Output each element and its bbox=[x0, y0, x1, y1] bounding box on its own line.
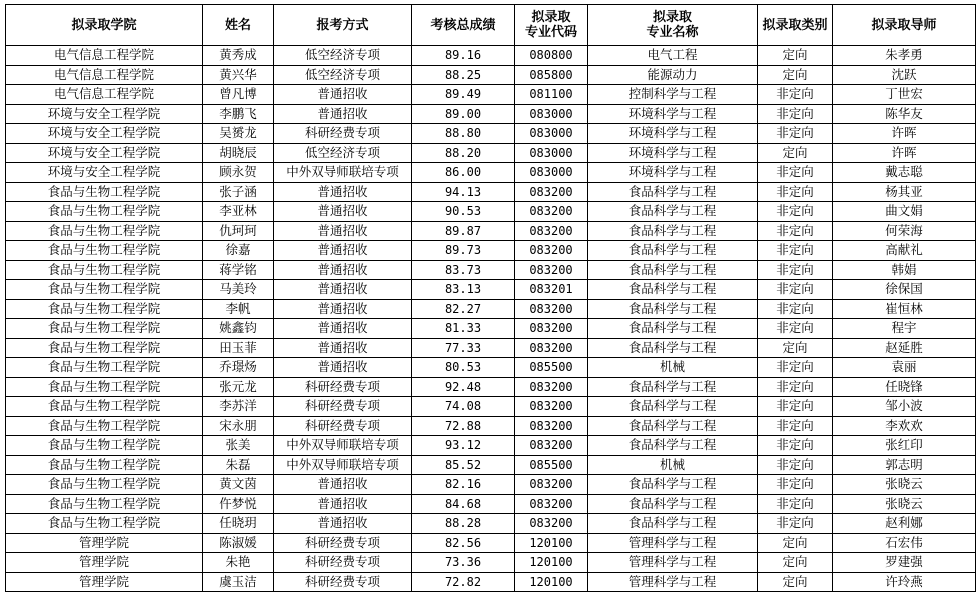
cell-college: 食品与生物工程学院 bbox=[6, 416, 203, 436]
cell-major-code: 083200 bbox=[515, 221, 588, 241]
cell-name: 虞玉洁 bbox=[203, 572, 274, 592]
table-row bbox=[6, 65, 976, 85]
cell-method: 普通招收 bbox=[274, 475, 412, 495]
cell-major-name: 环境科学与工程 bbox=[588, 124, 758, 144]
cell-major-name: 食品科学与工程 bbox=[588, 221, 758, 241]
cell-major-name: 环境科学与工程 bbox=[588, 143, 758, 163]
cell-score: 89.16 bbox=[412, 46, 515, 66]
table-row bbox=[6, 436, 976, 456]
cell-method: 中外双导师联培专项 bbox=[274, 455, 412, 475]
header-method: 报考方式 bbox=[274, 5, 412, 46]
cell-advisor: 许玲燕 bbox=[833, 572, 976, 592]
cell-advisor: 袁丽 bbox=[833, 358, 976, 378]
cell-major-name: 能源动力 bbox=[588, 65, 758, 85]
cell-advisor: 韩娟 bbox=[833, 260, 976, 280]
header-major-name-line2: 专业名称 bbox=[646, 25, 699, 40]
cell-major-name: 食品科学与工程 bbox=[588, 436, 758, 456]
cell-category: 非定向 bbox=[758, 299, 833, 319]
cell-advisor: 崔恒林 bbox=[833, 299, 976, 319]
cell-major-code: 083200 bbox=[515, 436, 588, 456]
cell-major-code: 083200 bbox=[515, 514, 588, 534]
table-row bbox=[6, 494, 976, 514]
cell-advisor: 赵延胜 bbox=[833, 338, 976, 358]
cell-category: 定向 bbox=[758, 572, 833, 592]
cell-major-code: 080800 bbox=[515, 46, 588, 66]
table-row bbox=[6, 280, 976, 300]
cell-college: 食品与生物工程学院 bbox=[6, 280, 203, 300]
cell-college: 食品与生物工程学院 bbox=[6, 436, 203, 456]
cell-name: 顾永贺 bbox=[203, 163, 274, 183]
table-row bbox=[6, 299, 976, 319]
cell-category: 非定向 bbox=[758, 475, 833, 495]
cell-method: 普通招收 bbox=[274, 338, 412, 358]
cell-method: 普通招收 bbox=[274, 221, 412, 241]
cell-advisor: 程宇 bbox=[833, 319, 976, 339]
cell-name: 胡晓辰 bbox=[203, 143, 274, 163]
cell-score: 82.27 bbox=[412, 299, 515, 319]
cell-name: 陈淑媛 bbox=[203, 533, 274, 553]
cell-name: 李鹏飞 bbox=[203, 104, 274, 124]
cell-method: 低空经济专项 bbox=[274, 143, 412, 163]
cell-advisor: 丁世宏 bbox=[833, 85, 976, 105]
cell-category: 非定向 bbox=[758, 455, 833, 475]
cell-major-code: 083200 bbox=[515, 494, 588, 514]
cell-score: 83.13 bbox=[412, 280, 515, 300]
cell-category: 非定向 bbox=[758, 221, 833, 241]
cell-score: 92.48 bbox=[412, 377, 515, 397]
cell-advisor: 何荣海 bbox=[833, 221, 976, 241]
cell-category: 非定向 bbox=[758, 104, 833, 124]
cell-major-name: 食品科学与工程 bbox=[588, 182, 758, 202]
cell-category: 非定向 bbox=[758, 280, 833, 300]
cell-major-code: 083000 bbox=[515, 143, 588, 163]
cell-advisor: 罗建强 bbox=[833, 553, 976, 573]
cell-advisor: 许晖 bbox=[833, 124, 976, 144]
cell-major-name: 食品科学与工程 bbox=[588, 260, 758, 280]
cell-major-name: 机械 bbox=[588, 358, 758, 378]
cell-name: 蒋学铭 bbox=[203, 260, 274, 280]
cell-name: 黄秀成 bbox=[203, 46, 274, 66]
cell-method: 科研经费专项 bbox=[274, 377, 412, 397]
cell-college: 管理学院 bbox=[6, 572, 203, 592]
cell-major-name: 管理科学与工程 bbox=[588, 553, 758, 573]
cell-college: 环境与安全工程学院 bbox=[6, 163, 203, 183]
cell-advisor: 任晓锋 bbox=[833, 377, 976, 397]
cell-score: 72.82 bbox=[412, 572, 515, 592]
cell-major-name: 管理科学与工程 bbox=[588, 572, 758, 592]
cell-method: 低空经济专项 bbox=[274, 46, 412, 66]
cell-category: 非定向 bbox=[758, 202, 833, 222]
cell-score: 85.52 bbox=[412, 455, 515, 475]
cell-college: 食品与生物工程学院 bbox=[6, 221, 203, 241]
cell-advisor: 朱孝勇 bbox=[833, 46, 976, 66]
table-row bbox=[6, 514, 976, 534]
cell-major-name: 机械 bbox=[588, 455, 758, 475]
cell-major-code: 083200 bbox=[515, 241, 588, 261]
cell-method: 普通招收 bbox=[274, 299, 412, 319]
cell-name: 李苏洋 bbox=[203, 397, 274, 417]
admission-table bbox=[5, 4, 976, 592]
cell-major-code: 083200 bbox=[515, 416, 588, 436]
cell-category: 非定向 bbox=[758, 514, 833, 534]
header-advisor: 拟录取导师 bbox=[833, 5, 976, 46]
cell-method: 普通招收 bbox=[274, 514, 412, 534]
cell-name: 曾凡博 bbox=[203, 85, 274, 105]
table-row bbox=[6, 124, 976, 144]
cell-category: 非定向 bbox=[758, 163, 833, 183]
cell-major-name: 食品科学与工程 bbox=[588, 319, 758, 339]
cell-name: 吴赟龙 bbox=[203, 124, 274, 144]
table-row bbox=[6, 163, 976, 183]
cell-major-name: 环境科学与工程 bbox=[588, 163, 758, 183]
cell-score: 83.73 bbox=[412, 260, 515, 280]
table-row bbox=[6, 241, 976, 261]
cell-method: 普通招收 bbox=[274, 182, 412, 202]
table-row bbox=[6, 572, 976, 592]
cell-major-code: 083201 bbox=[515, 280, 588, 300]
cell-major-code: 085500 bbox=[515, 358, 588, 378]
cell-advisor: 曲文娟 bbox=[833, 202, 976, 222]
cell-method: 科研经费专项 bbox=[274, 553, 412, 573]
table-row bbox=[6, 455, 976, 475]
table-row bbox=[6, 143, 976, 163]
cell-major-code: 083200 bbox=[515, 475, 588, 495]
cell-college: 食品与生物工程学院 bbox=[6, 397, 203, 417]
cell-name: 仇珂珂 bbox=[203, 221, 274, 241]
cell-major-code: 083000 bbox=[515, 104, 588, 124]
cell-name: 朱艳 bbox=[203, 553, 274, 573]
cell-score: 74.08 bbox=[412, 397, 515, 417]
header-major-code bbox=[515, 5, 588, 46]
header-major-name bbox=[588, 5, 758, 46]
cell-category: 非定向 bbox=[758, 85, 833, 105]
cell-name: 乔璟炀 bbox=[203, 358, 274, 378]
cell-college: 食品与生物工程学院 bbox=[6, 299, 203, 319]
cell-major-code: 083200 bbox=[515, 397, 588, 417]
cell-major-name: 电气工程 bbox=[588, 46, 758, 66]
cell-major-name: 食品科学与工程 bbox=[588, 397, 758, 417]
cell-category: 定向 bbox=[758, 553, 833, 573]
cell-college: 管理学院 bbox=[6, 553, 203, 573]
cell-name: 李亚林 bbox=[203, 202, 274, 222]
cell-major-code: 083200 bbox=[515, 299, 588, 319]
cell-major-name: 食品科学与工程 bbox=[588, 377, 758, 397]
cell-category: 定向 bbox=[758, 533, 833, 553]
cell-score: 82.56 bbox=[412, 533, 515, 553]
header-major-code-line1: 拟录取 bbox=[531, 10, 571, 25]
cell-method: 中外双导师联培专项 bbox=[274, 436, 412, 456]
cell-category: 非定向 bbox=[758, 494, 833, 514]
table-row bbox=[6, 338, 976, 358]
cell-major-code: 083000 bbox=[515, 163, 588, 183]
cell-name: 姚鑫钧 bbox=[203, 319, 274, 339]
cell-advisor: 徐保国 bbox=[833, 280, 976, 300]
cell-score: 88.80 bbox=[412, 124, 515, 144]
cell-college: 食品与生物工程学院 bbox=[6, 377, 203, 397]
cell-major-code: 120100 bbox=[515, 553, 588, 573]
cell-advisor: 张晓云 bbox=[833, 475, 976, 495]
cell-score: 82.16 bbox=[412, 475, 515, 495]
table-row bbox=[6, 202, 976, 222]
cell-college: 食品与生物工程学院 bbox=[6, 475, 203, 495]
cell-method: 低空经济专项 bbox=[274, 65, 412, 85]
cell-method: 普通招收 bbox=[274, 280, 412, 300]
cell-category: 非定向 bbox=[758, 319, 833, 339]
cell-advisor: 陈华友 bbox=[833, 104, 976, 124]
cell-score: 81.33 bbox=[412, 319, 515, 339]
cell-method: 科研经费专项 bbox=[274, 397, 412, 417]
cell-name: 徐嘉 bbox=[203, 241, 274, 261]
header-score: 考核总成绩 bbox=[412, 5, 515, 46]
table-row bbox=[6, 260, 976, 280]
cell-method: 普通招收 bbox=[274, 85, 412, 105]
cell-advisor: 郭志明 bbox=[833, 455, 976, 475]
cell-category: 定向 bbox=[758, 65, 833, 85]
cell-major-code: 083200 bbox=[515, 260, 588, 280]
cell-college: 食品与生物工程学院 bbox=[6, 260, 203, 280]
cell-college: 食品与生物工程学院 bbox=[6, 182, 203, 202]
cell-major-code: 083200 bbox=[515, 202, 588, 222]
cell-score: 93.12 bbox=[412, 436, 515, 456]
cell-advisor: 杨其亚 bbox=[833, 182, 976, 202]
cell-major-code: 083200 bbox=[515, 377, 588, 397]
cell-major-name: 食品科学与工程 bbox=[588, 338, 758, 358]
cell-score: 88.25 bbox=[412, 65, 515, 85]
cell-college: 食品与生物工程学院 bbox=[6, 338, 203, 358]
cell-name: 黄兴华 bbox=[203, 65, 274, 85]
table-row bbox=[6, 377, 976, 397]
cell-major-name: 食品科学与工程 bbox=[588, 202, 758, 222]
table-body bbox=[6, 46, 976, 592]
header-major-name-line1: 拟录取 bbox=[652, 10, 692, 25]
cell-major-name: 控制科学与工程 bbox=[588, 85, 758, 105]
cell-major-code: 120100 bbox=[515, 572, 588, 592]
cell-method: 普通招收 bbox=[274, 260, 412, 280]
cell-major-name: 食品科学与工程 bbox=[588, 241, 758, 261]
cell-score: 90.53 bbox=[412, 202, 515, 222]
cell-score: 89.73 bbox=[412, 241, 515, 261]
cell-category: 非定向 bbox=[758, 397, 833, 417]
cell-major-name: 食品科学与工程 bbox=[588, 514, 758, 534]
cell-method: 中外双导师联培专项 bbox=[274, 163, 412, 183]
cell-major-code: 083000 bbox=[515, 124, 588, 144]
header-name: 姓名 bbox=[203, 5, 274, 46]
cell-score: 88.28 bbox=[412, 514, 515, 534]
cell-name: 张子涵 bbox=[203, 182, 274, 202]
header-major-code-line2: 专业代码 bbox=[524, 25, 577, 40]
cell-score: 72.88 bbox=[412, 416, 515, 436]
cell-college: 环境与安全工程学院 bbox=[6, 104, 203, 124]
cell-major-name: 环境科学与工程 bbox=[588, 104, 758, 124]
cell-major-name: 食品科学与工程 bbox=[588, 280, 758, 300]
cell-name: 黄文茵 bbox=[203, 475, 274, 495]
cell-category: 非定向 bbox=[758, 416, 833, 436]
cell-advisor: 戴志聪 bbox=[833, 163, 976, 183]
table-row bbox=[6, 85, 976, 105]
cell-major-name: 管理科学与工程 bbox=[588, 533, 758, 553]
cell-method: 普通招收 bbox=[274, 319, 412, 339]
cell-major-code: 085800 bbox=[515, 65, 588, 85]
table-row bbox=[6, 221, 976, 241]
cell-category: 非定向 bbox=[758, 377, 833, 397]
cell-major-code: 120100 bbox=[515, 533, 588, 553]
cell-college: 食品与生物工程学院 bbox=[6, 202, 203, 222]
cell-advisor: 张红印 bbox=[833, 436, 976, 456]
cell-score: 73.36 bbox=[412, 553, 515, 573]
table-row bbox=[6, 533, 976, 553]
cell-category: 非定向 bbox=[758, 260, 833, 280]
table-header-row bbox=[6, 5, 976, 46]
cell-college: 食品与生物工程学院 bbox=[6, 241, 203, 261]
cell-method: 普通招收 bbox=[274, 494, 412, 514]
cell-category: 定向 bbox=[758, 46, 833, 66]
cell-advisor: 许晖 bbox=[833, 143, 976, 163]
cell-score: 89.00 bbox=[412, 104, 515, 124]
table-row bbox=[6, 104, 976, 124]
cell-category: 非定向 bbox=[758, 358, 833, 378]
cell-score: 94.13 bbox=[412, 182, 515, 202]
table-row bbox=[6, 397, 976, 417]
cell-score: 89.87 bbox=[412, 221, 515, 241]
cell-method: 科研经费专项 bbox=[274, 124, 412, 144]
cell-name: 仵梦悦 bbox=[203, 494, 274, 514]
header-college: 拟录取学院 bbox=[6, 5, 203, 46]
cell-score: 77.33 bbox=[412, 338, 515, 358]
cell-college: 电气信息工程学院 bbox=[6, 85, 203, 105]
cell-major-name: 食品科学与工程 bbox=[588, 416, 758, 436]
cell-name: 宋永朋 bbox=[203, 416, 274, 436]
cell-college: 食品与生物工程学院 bbox=[6, 319, 203, 339]
cell-method: 普通招收 bbox=[274, 358, 412, 378]
cell-method: 科研经费专项 bbox=[274, 416, 412, 436]
cell-category: 定向 bbox=[758, 143, 833, 163]
header-category: 拟录取类别 bbox=[758, 5, 833, 46]
admission-table-container bbox=[5, 4, 975, 592]
cell-major-code: 081100 bbox=[515, 85, 588, 105]
cell-score: 86.00 bbox=[412, 163, 515, 183]
cell-major-name: 食品科学与工程 bbox=[588, 494, 758, 514]
cell-category: 非定向 bbox=[758, 436, 833, 456]
cell-major-code: 083200 bbox=[515, 319, 588, 339]
cell-college: 食品与生物工程学院 bbox=[6, 514, 203, 534]
cell-major-code: 083200 bbox=[515, 338, 588, 358]
cell-name: 李帆 bbox=[203, 299, 274, 319]
cell-category: 非定向 bbox=[758, 124, 833, 144]
table-row bbox=[6, 319, 976, 339]
cell-score: 84.68 bbox=[412, 494, 515, 514]
cell-advisor: 高献礼 bbox=[833, 241, 976, 261]
cell-category: 定向 bbox=[758, 338, 833, 358]
cell-major-name: 食品科学与工程 bbox=[588, 475, 758, 495]
table-row bbox=[6, 358, 976, 378]
cell-score: 89.49 bbox=[412, 85, 515, 105]
cell-college: 环境与安全工程学院 bbox=[6, 124, 203, 144]
cell-category: 非定向 bbox=[758, 182, 833, 202]
cell-method: 普通招收 bbox=[274, 241, 412, 261]
cell-method: 普通招收 bbox=[274, 104, 412, 124]
cell-advisor: 邹小波 bbox=[833, 397, 976, 417]
cell-advisor: 李欢欢 bbox=[833, 416, 976, 436]
cell-college: 食品与生物工程学院 bbox=[6, 358, 203, 378]
cell-college: 食品与生物工程学院 bbox=[6, 455, 203, 475]
cell-name: 马美玲 bbox=[203, 280, 274, 300]
cell-name: 张元龙 bbox=[203, 377, 274, 397]
cell-name: 任晓玥 bbox=[203, 514, 274, 534]
cell-method: 科研经费专项 bbox=[274, 572, 412, 592]
cell-college: 电气信息工程学院 bbox=[6, 65, 203, 85]
cell-score: 88.20 bbox=[412, 143, 515, 163]
table-row bbox=[6, 46, 976, 66]
cell-method: 普通招收 bbox=[274, 202, 412, 222]
cell-college: 食品与生物工程学院 bbox=[6, 494, 203, 514]
cell-college: 管理学院 bbox=[6, 533, 203, 553]
cell-advisor: 沈跃 bbox=[833, 65, 976, 85]
cell-category: 非定向 bbox=[758, 241, 833, 261]
cell-advisor: 张晓云 bbox=[833, 494, 976, 514]
cell-advisor: 赵利娜 bbox=[833, 514, 976, 534]
table-row bbox=[6, 553, 976, 573]
cell-major-code: 083200 bbox=[515, 182, 588, 202]
cell-score: 80.53 bbox=[412, 358, 515, 378]
table-row bbox=[6, 416, 976, 436]
cell-college: 电气信息工程学院 bbox=[6, 46, 203, 66]
table-row bbox=[6, 475, 976, 495]
cell-method: 科研经费专项 bbox=[274, 533, 412, 553]
cell-major-code: 085500 bbox=[515, 455, 588, 475]
table-row bbox=[6, 182, 976, 202]
cell-name: 田玉菲 bbox=[203, 338, 274, 358]
cell-major-name: 食品科学与工程 bbox=[588, 299, 758, 319]
cell-name: 朱磊 bbox=[203, 455, 274, 475]
cell-advisor: 石宏伟 bbox=[833, 533, 976, 553]
cell-name: 张美 bbox=[203, 436, 274, 456]
cell-college: 环境与安全工程学院 bbox=[6, 143, 203, 163]
